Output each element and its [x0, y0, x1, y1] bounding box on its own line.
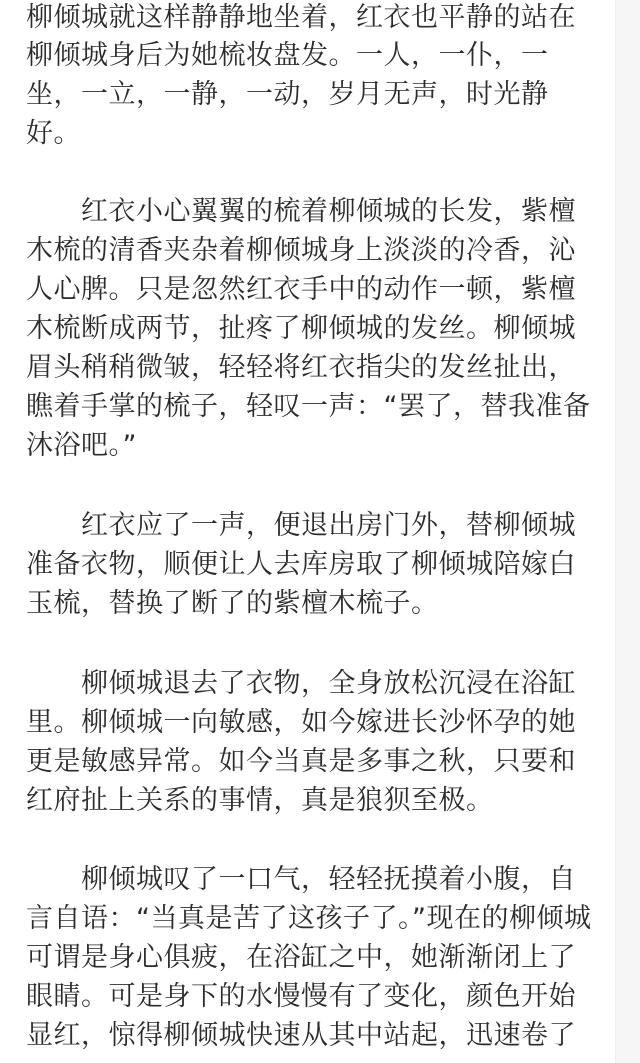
text-line: 眼睛。可是身下的水慢慢有了变化，颜色开始 [26, 981, 576, 1012]
text-line: 木梳的清香夹杂着柳倾城身上淡淡的冷香，沁 [26, 235, 576, 266]
text-line: 言自语：“当真是苦了这孩子了。”现在的柳倾城 [26, 903, 592, 934]
text-line: 玉梳，替换了断了的紫檀木梳子。 [26, 588, 439, 619]
text-line: 眉头稍稍微皱，轻轻将红衣指尖的发丝扯出， [26, 352, 576, 383]
text-line: 瞧着手掌的梳子，轻叹一声：“罢了，替我准备 [26, 391, 591, 422]
text-line: 显红，惊得柳倾城快速从其中站起，迅速卷了 [26, 1020, 576, 1051]
text-line: 坐，一立，一静，一动，岁月无声，时光静 [26, 79, 549, 110]
text-line: 柳倾城就这样静静地坐着，红衣也平静的站在 [26, 2, 576, 33]
text-line: 可谓是身心俱疲，在浴缸之中，她渐渐闭上了 [26, 942, 576, 973]
text-line: 沐浴吧。” [26, 430, 137, 461]
text-line: 柳倾城叹了一口气，轻轻抚摸着小腹，自 [81, 864, 576, 895]
text-line: 更是敏感异常。如今当真是多事之秋，只要和 [26, 746, 576, 777]
text-line: 木梳断成两节，扯疼了柳倾城的发丝。柳倾城 [26, 313, 576, 344]
text-line: 好。 [26, 118, 81, 149]
text-line: 准备衣物，顺便让人去库房取了柳倾城陪嫁白 [26, 549, 576, 580]
text-line: 人心脾。只是忽然红衣手中的动作一顿，紫檀 [26, 274, 576, 305]
text-line: 里。柳倾城一向敏感，如今嫁进长沙怀孕的她 [26, 707, 576, 738]
scrollbar[interactable] [615, 0, 640, 1063]
text-line: 红府扯上关系的事情，真是狼狈至极。 [26, 785, 494, 816]
text-line: 柳倾城身后为她梳妆盘发。一人，一仆，一 [26, 40, 549, 71]
text-line: 红衣应了一声，便退出房门外，替柳倾城 [81, 510, 576, 541]
text-line: 红衣小心翼翼的梳着柳倾城的长发，紫檀 [81, 196, 576, 227]
text-line: 柳倾城退去了衣物，全身放松沉浸在浴缸 [81, 668, 576, 699]
